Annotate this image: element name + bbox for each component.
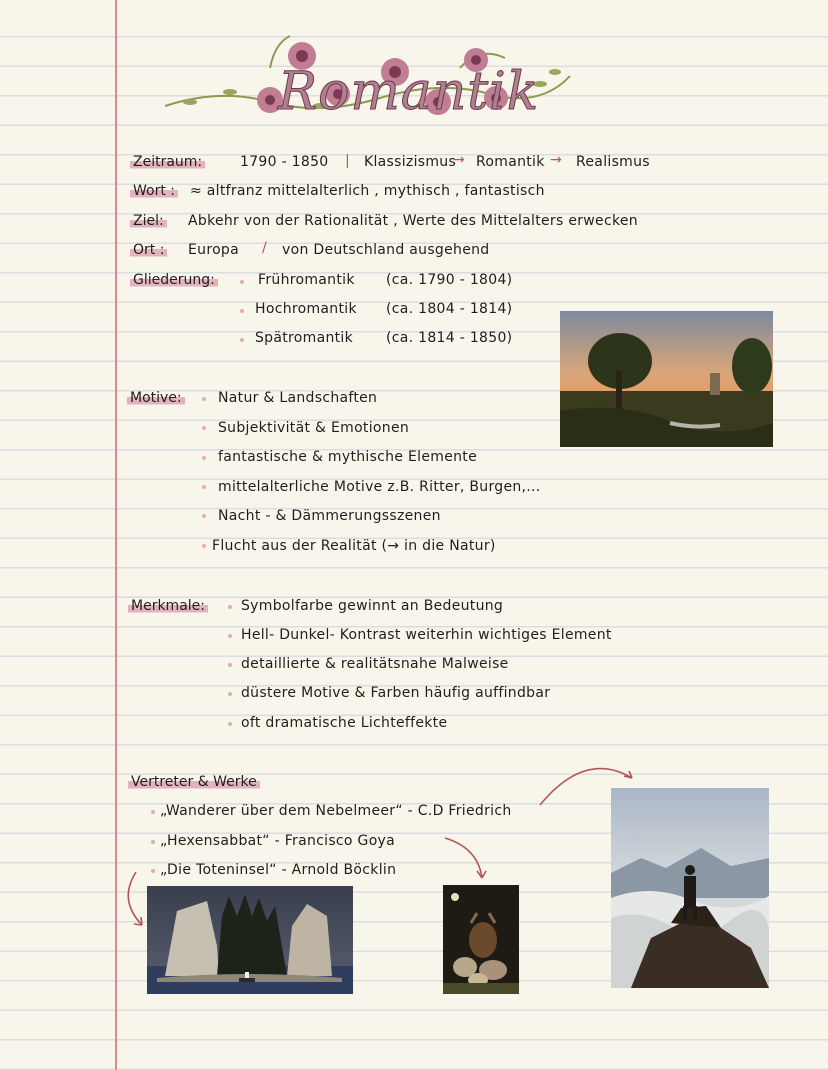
curved-arrow-icon <box>128 872 142 925</box>
era-romantik: Romantik <box>476 154 545 170</box>
gliederung-item: Frühromantik <box>258 272 355 288</box>
motive-label: Motive: <box>127 390 185 406</box>
gliederung-range: (ca. 1790 - 1804) <box>386 272 513 288</box>
painting-hexensabbat <box>443 885 519 994</box>
merkmale-item: Symbolfarbe gewinnt an Bedeutung <box>241 598 504 614</box>
motive-item: fantastische & mythische Elemente <box>218 449 477 465</box>
motive-item: Nacht - & Dämmerungsszenen <box>218 508 441 524</box>
era-realismus: Realismus <box>576 154 650 170</box>
era-klassizismus: Klassizismus <box>364 154 457 170</box>
motive-item: Subjektivität & Emotionen <box>218 420 410 436</box>
gliederung-item: Spätromantik <box>255 330 354 346</box>
curved-arrow-icon <box>445 838 482 878</box>
ort-text: von Deutschland ausgehend <box>282 242 490 258</box>
ziel-label: Ziel: <box>130 213 167 229</box>
painting-wanderer <box>611 788 769 988</box>
ort-europa: Europa <box>188 242 239 258</box>
gliederung-range: (ca. 1814 - 1850) <box>386 330 513 346</box>
vertreter-label: Vertreter & Werke <box>128 774 260 790</box>
gliederung-label: Gliederung: <box>130 272 218 288</box>
motive-item: mittelalterliche Motive z.B. Ritter, Burgen,... <box>218 479 541 495</box>
vertreter-item: „Wanderer über dem Nebelmeer“ - C.D Friedrich <box>160 803 512 819</box>
merkmale-item: detaillierte & realitätsnahe Malweise <box>241 656 509 672</box>
wort-label: Wort : <box>130 183 178 199</box>
merkmale-label: Merkmale: <box>128 598 208 614</box>
zeitraum-label: Zeitraum: <box>130 154 205 170</box>
painting-toteninsel <box>147 886 353 994</box>
merkmale-item: oft dramatische Lichteffekte <box>241 715 448 731</box>
arrow-right-icon: → <box>453 152 466 168</box>
wort-text: ≈ altfranz mittelalterlich , mythisch , fantastisch <box>190 183 545 199</box>
vertreter-item: „Die Toteninsel“ - Arnold Böcklin <box>160 862 397 878</box>
page-title: Romantik <box>278 62 540 122</box>
gliederung-item: Hochromantik <box>255 301 357 317</box>
motive-item: Flucht aus der Realität (→ in die Natur) <box>212 538 496 554</box>
ort-label: Ort : <box>130 242 167 258</box>
motive-item: Natur & Landschaften <box>218 390 378 406</box>
zeitraum-separator: | <box>345 153 351 169</box>
ort-slash: / <box>262 240 268 256</box>
merkmale-item: düstere Motive & Farben häufig auffindbar <box>241 685 551 701</box>
vertreter-item: „Hexensabbat“ - Francisco Goya <box>160 833 396 849</box>
gliederung-range: (ca. 1804 - 1814) <box>386 301 513 317</box>
arrow-right-icon: → <box>550 152 563 168</box>
zeitraum-years: 1790 - 1850 <box>240 154 329 170</box>
ziel-text: Abkehr von der Rationalität , Werte des Mittelalters erwecken <box>188 213 638 229</box>
merkmale-item: Hell- Dunkel- Kontrast weiterhin wichtiges Element <box>241 627 612 643</box>
